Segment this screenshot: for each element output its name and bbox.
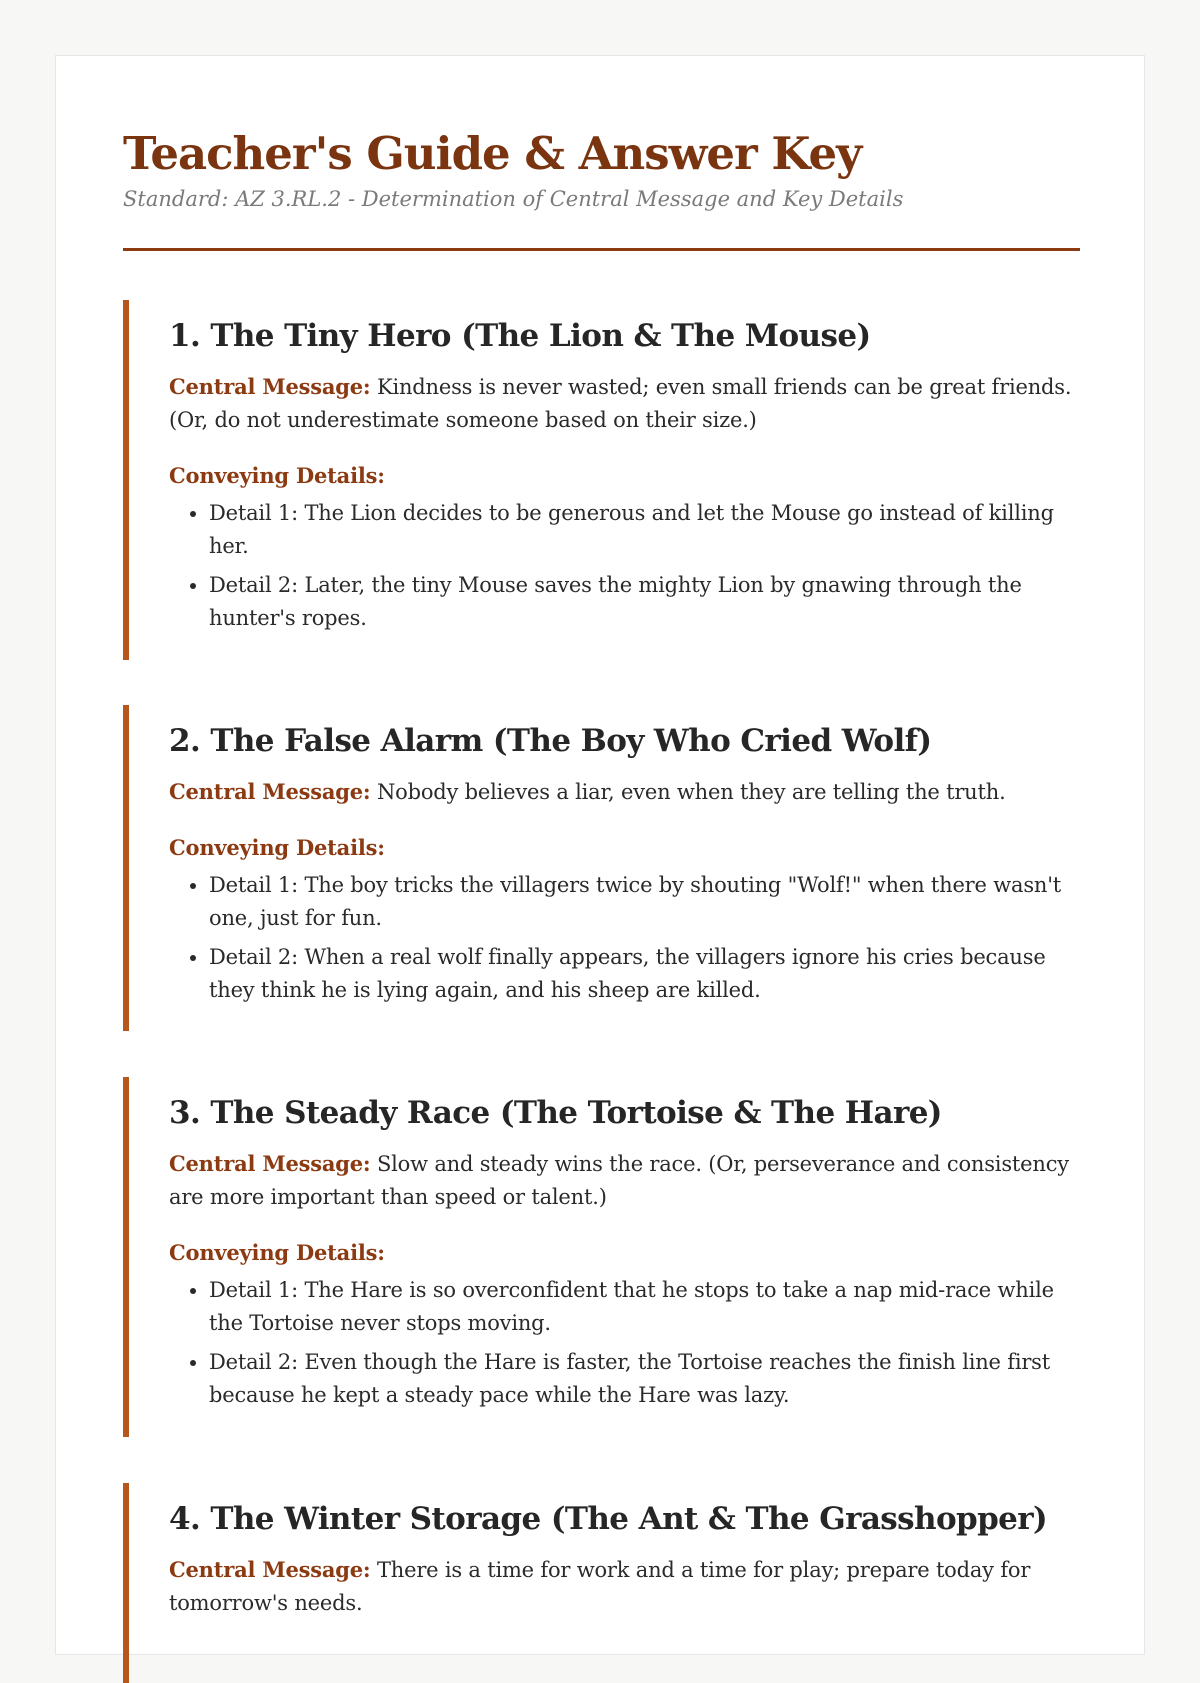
conveying-details-label: Conveying Details:: [169, 835, 385, 860]
details-list: [169, 1274, 1080, 1412]
central-message-text: Nobody believes a liar, even when they are telling the truth.: [376, 780, 1006, 804]
central-message-text: Slow and steady wins the race. (Or, perseverance and consistency are more important than speed or talent.): [169, 1152, 1069, 1209]
fable-section-2: [123, 705, 1080, 1031]
page-subtitle: Standard: AZ 3.RL.2 - Determination of Central Message and Key Details: [123, 187, 904, 211]
detail-item: • Detail 2: When a real wolf finally appears, the villagers ignore his cries because they think he is lying again, and his sheep are killed.: [209, 941, 1080, 1007]
details-list: [169, 497, 1080, 635]
detail-item: • Detail 1: The Lion decides to be generous and let the Mouse go instead of killing her.: [209, 497, 1080, 563]
header: [123, 124, 1080, 214]
central-message-label: Central Message:: [169, 1151, 371, 1176]
header-divider: [123, 248, 1080, 251]
fable-section-4: [123, 1483, 1080, 1683]
central-message: [169, 1553, 1080, 1620]
central-message: [169, 1147, 1080, 1214]
conveying-details-label: Conveying Details:: [169, 463, 385, 488]
fable-section-1: [123, 300, 1080, 660]
detail-item: • Detail 1: The Hare is so overconfident that he stops to take a nap mid-race while the Tortoise never stops moving.: [209, 1274, 1080, 1340]
central-message-label: Central Message:: [169, 1557, 371, 1582]
details-list: [169, 869, 1080, 1007]
conveying-details-label: Conveying Details:: [169, 1240, 385, 1265]
detail-item: • Detail 1: The boy tricks the villagers twice by shouting "Wolf!" when there wasn't one, just for fun.: [209, 869, 1080, 935]
central-message: [169, 775, 1080, 809]
worksheet-page: [55, 55, 1145, 1655]
section-title: 4. The Winter Storage (The Ant & The Grasshopper): [169, 1501, 1048, 1537]
central-message-label: Central Message:: [169, 779, 371, 804]
section-title: 2. The False Alarm (The Boy Who Cried Wolf): [169, 723, 932, 759]
central-message-text: Kindness is never wasted; even small friends can be great friends. (Or, do not underestimate someone based on their size.): [169, 375, 1072, 432]
central-message: [169, 370, 1080, 437]
detail-item: • Detail 2: Later, the tiny Mouse saves the mighty Lion by gnawing through the hunter's ropes.: [209, 569, 1080, 635]
page-title: Teacher's Guide & Answer Key: [123, 127, 862, 180]
central-message-label: Central Message:: [169, 374, 371, 399]
detail-item: • Detail 2: Even though the Hare is faster, the Tortoise reaches the finish line first because he kept a steady pace while the Hare was lazy.: [209, 1346, 1080, 1412]
section-title: 3. The Steady Race (The Tortoise & The Hare): [169, 1095, 942, 1131]
fable-section-3: [123, 1077, 1080, 1437]
section-title: 1. The Tiny Hero (The Lion & The Mouse): [169, 318, 871, 354]
central-message-text: There is a time for work and a time for play; prepare today for tomorrow's needs.: [169, 1558, 1031, 1615]
